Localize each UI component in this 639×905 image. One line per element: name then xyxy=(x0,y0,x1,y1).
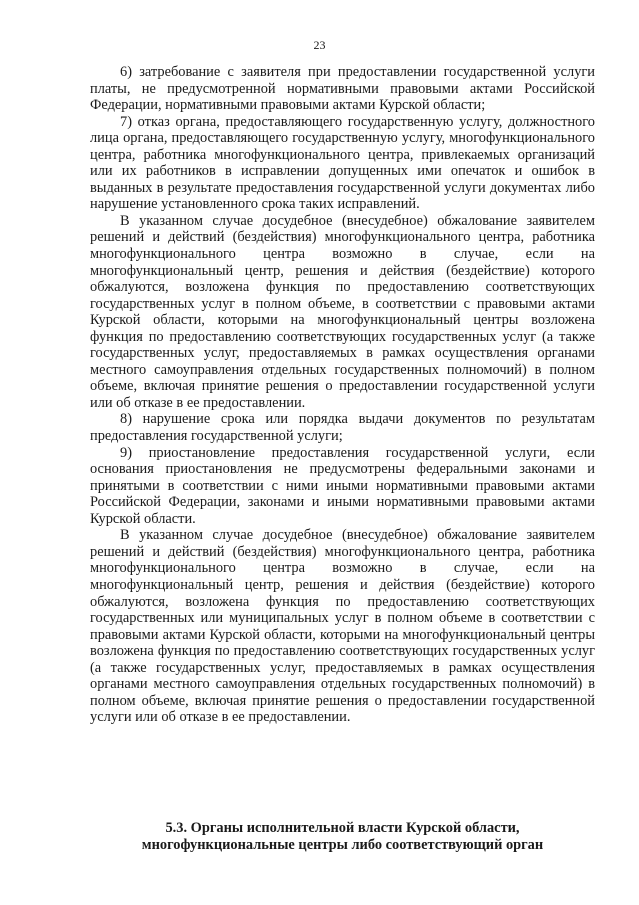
paragraph-mfc-appeal-1: В указанном случае досудебное (внесудебное) обжалование заявителем решений и действий (бездействия) многофункционального центра, работника многофункционального центра возможно в случае, если на многофункциональный центр, решения и действия (бездействие) которого обжалуются, возложена функция по предоставлению соответствующих государственных услуг в полном объеме, в соответствии с правовыми актами Курской области, которыми на многофункциональный центры возложена функция по предоставлению соответствующих государственных услуг (а также государственных услуг, предоставляемых в рамках осуществления органами местного самоуправления отдельных государственных полномочий) в полном объеме, включая принятие решения о предоставлении государственной услуги или об отказе в ее предоставлении. xyxy=(90,212,595,411)
paragraph-item-9: 9) приостановление предоставления государственной услуги, если основания приостановления не предусмотрены федеральными законами и принятыми в соответствии с ними иными нормативными правовыми актами Российской Федерации, законами и иными нормативными правовыми актами Курской области. xyxy=(90,444,595,527)
paragraph-item-6: 6) затребование с заявителя при предоставлении государственной услуги платы, не предусмотренной нормативными правовыми актами Российской Федерации, нормативными правовыми актами Курской области; xyxy=(90,64,595,114)
paragraph-item-7: 7) отказ органа, предоставляющего государственную услугу, должностного лица органа, предоставляющего государственную услугу, многофункционального центра, работника многофункционального центра, привлекаемых организаций или их работников в исправлении допущенных ими опечаток и ошибок в выданных в результате предоставления государственной услуги документах либо нарушение установленного срока таких исправлений. xyxy=(90,113,595,213)
paragraph-mfc-appeal-2: В указанном случае досудебное (внесудебное) обжалование заявителем решений и действий (бездействия) многофункционального центра, работника многофункционального центра возможно в случае, если на многофункциональный центр, решения и действия (бездействие) которого обжалуются, возложена функция по предоставлению соответствующих государственных или муниципальных услуг в полном объеме в соответствии с правовыми актами Курской области, которыми на многофункциональный центры возложена функция по предоставлению соответствующих государственных услуг (а также государственных услуг, предоставляемых в рамках осуществления органами местного самоуправления отдельных государственных полномочий) в полном объеме, включая принятие решения о предоставлении государственной услуги или об отказе в ее предоставлении. xyxy=(90,527,595,726)
document-body xyxy=(90,64,595,726)
page-number: 23 xyxy=(313,38,326,52)
section-heading-line-1: 5.3. Органы исполнительной власти Курской области, xyxy=(165,820,520,836)
section-heading xyxy=(90,820,595,854)
paragraph-item-8: 8) нарушение срока или порядка выдачи документов по результатам предоставления государственной услуги; xyxy=(90,411,595,445)
section-heading-line-2: многофункциональные центры либо соответствующий орган xyxy=(141,837,544,853)
